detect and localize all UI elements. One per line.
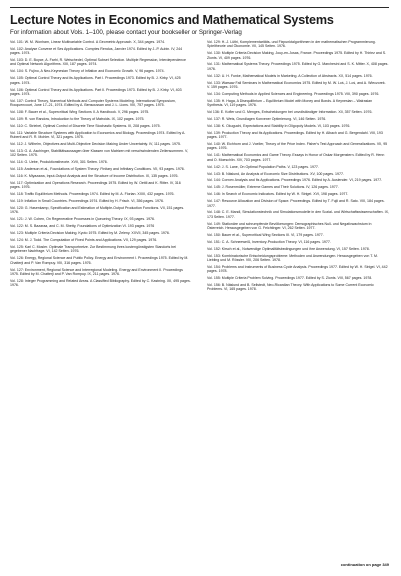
- volume-entry: Vol. 123: Multiple Criteria Decision Making. Kyoto 1975. Edited by M. Zeleny. XXVII, 345 pages. 1976.: [10, 231, 170, 236]
- volume-entry: Vol. 145: J. Rosenmüller, Extreme Games and Their Solutions. IV, 126 pages. 1977.: [207, 185, 339, 190]
- volume-entry: Vol. 109: R. von Randow, Introduction to the Theory of Matroids. IX, 102 pages. 1975.: [10, 116, 145, 121]
- volume-entry: Vol. 108: F. Bauer et al., Supercritical Wing Sections II. A Handbook. V, 296 pages. 1975.: [10, 110, 150, 115]
- volume-entry: Vol. 132: U. H. Funke, Mathematical Models in Marketing. A Collection of Abstracts. XX, 514 pages. 1976.: [207, 73, 373, 78]
- volume-columns: [10, 40, 389, 294]
- volume-entry: Vol. 115: Anderson et al., Foundations of System Theory: Finitary and Infinitary Conditions. VII, 93 pages. 1976.: [10, 167, 185, 172]
- volume-entry: Vol. 105: Optimal Control Theory and its Applications. Part I. Proceedings 1973. Edited by B. J. Kirby. VI, 425 pages. 1974.: [10, 76, 181, 85]
- volume-entry: Vol. 117: Optimization and Operations Research. Proceedings 1975. Edited by W. Oettli and K. Ritter. IV, 316 pages. 1976.: [10, 181, 181, 190]
- volume-entry: Vol. 147: Resource Allocation and Division of Space. Proceedings. Edited by T. Fujii and R. Sato. VIII, 184 pages. 1977.: [207, 199, 385, 208]
- volume-entry: Vol. 107: Control Theory, Numerical Methods and Computer Systems Modeling. International Symposium, Rocquencourt, June 17–21, 1974. Edited by A. Bensoussan and J. L. Lions. VIII, 757 pages. 1975.: [10, 98, 176, 108]
- volume-entry: Vol. 152: Kirsch et al., Notwendige Optimalitätsbedingungen und ihre Anwendung. VI, 157 Seiten. 1978.: [207, 246, 370, 251]
- volume-entry: Vol. 104: S. Fujino, A Neo-Keynesian Theory of Inflation and Economic Growth. V, 96 pages. 1974.: [10, 69, 165, 74]
- volume-entry: Vol. 144: Convex Analysis and Its Applications. Proceedings 1976. Edited by A. Auslender. VI, 219 pages. 1977.: [207, 178, 383, 183]
- volume-entry: Vol. 133: Warsaw Fall Seminars in Mathematical Economics 1975. Edited by M. W. Loś, J. Loś, and A. Wieczorek. V. 159 pages. 1976.: [207, 80, 386, 89]
- volume-entry: Vol. 106: Optimal Control Theory and its Applications. Part II. Proceedings 1973. Edited by B. J. Kirby. VI, 403 pages. 1974.: [10, 87, 182, 96]
- volume-entry: Vol. 118: Traffic Equilibrium Methods. Proceedings 1974. Edited by M. A. Florian. XXIII, 432 pages. 1976.: [10, 192, 175, 197]
- volume-entry: Vol. 116: K. Miyazawa, Input-Output Analysis and the Structure of Income Distribution. IX, 135 pages. 1976.: [10, 174, 179, 179]
- volume-entry: Vol. 110: C. Striebel, Optimal Control of Discrete Time Stochastic Systems. III, 208 pages. 1975.: [10, 123, 161, 128]
- volume-entry: Vol. 135: H. Haga, A Disequilibrium – Equilibrium Model with Money and Bonds. A Keynesian – Walrasian Synthesis. VI, 119 pages. 1976.: [207, 98, 373, 108]
- volume-entry: Vol. 142: J. S. Lane, On Optimal Population Paths. V, 123 pages. 1977.: [207, 164, 319, 169]
- volume-entry: Vol. 149: Stationäre und schrumpfende Bevölkerungen: Demographisches Null- und Negativwachstum in Österreich. Herausgegeben von G. Feichtinger. VI, 262 Seiten. 1977.: [207, 221, 372, 231]
- volume-entry: Vol. 155: Multiple Criteria Problem Solving. Proceedings 1977. Edited by S. Zionts. VIII, 567 pages. 1978.: [207, 276, 373, 281]
- left-column: [10, 40, 192, 294]
- volume-entry: Vol. 138: K. Okuguchi, Expectations and Stability in Oligopoly Models. VI, 103 pages. 1976.: [207, 123, 351, 128]
- volume-entry: Vol. 154: Problems and Instruments of Business Cycle Analysis. Proceedings 1977. Edited by W. H. Strigel. VI, 442 pages. 1978.: [207, 265, 388, 274]
- volume-entry: Vol. 137: R. Wets, Grundlagen Konvexer Optimierung. VI, 146 Seiten. 1976.: [207, 116, 327, 121]
- volume-entry: Vol. 148: C. E. Mandl, Simulationstechnik und Simulationsmodelle in den Sozial- und Wirtschaftswissenschaften. IX, 173 Seiten. 1977.: [207, 210, 389, 219]
- volume-entry: Vol. 111: Variable Structure Systems with Application to Economics and Biology. Proceedings 1974. Edited by A. Ruberti and R. R. Mohler. VI, 321 pages. 1975.: [10, 130, 186, 140]
- continuation-note: continuation on page 349: [340, 562, 389, 567]
- volume-entry: Vol. 129: H.-J. Lüthi, Komplementaritäts- und Fixpunktalgorithmen in der mathematischen Programmierung. Spieltheorie und Ökonomie. VII, 145 Seiten. 1976.: [207, 40, 376, 49]
- volume-entry: Vol. 101: W. M. Wonham, Linear Multivariable Control. A Geometric Approach. X, 344 pages. 1974.: [10, 40, 166, 44]
- volume-entry: Vol. 112: J. Wilhelm, Objectives and Multi-Objective Decision Making Under Uncertainty. IV, 111 pages. 1975.: [10, 142, 181, 147]
- volume-entry: Vol. 127: Environment, Regional Science and Interregional Modeling. Energy and Environment II. Proceedings 1975. Edited by M. Chatterji and P. Van Rompuy. IX, 211 pages. 1976.: [10, 267, 183, 276]
- volume-entry: Vol. 140: W. Eichhorn and J. Voeller, Theory of the Price Index. Fisher's Test Approach and Generalizations. VII, 95 pages. 1976.: [207, 142, 388, 151]
- volume-entry: Vol. 146: In Search of Economic Indicators. Edited by W. H. Strigel. XVI, 198 pages. 1977.: [207, 192, 349, 197]
- contact-notice: For information about Vols. 1–100, please contact your bookseller or Springer-Verlag: [10, 29, 242, 36]
- volume-entry: Vol. 151: C. A. Schneeweiß, Inventory-Production Theory. VI, 116 pages. 1977.: [207, 239, 331, 244]
- volume-entry: Vol. 121: J. W. Cohen, On Regenerative Processes in Queueing Theory. IX, 93 pages. 1976.: [10, 217, 155, 222]
- volume-entry: Vol. 119: Inflation in Small Countries. Proceedings 1974. Edited by H. Frisch. VI, 356 pages. 1976.: [10, 199, 164, 204]
- volume-entry: Vol. 143: B. Näslund, An Analysis of Economic Size Distributions. XV, 100 pages. 1977.: [207, 171, 344, 176]
- volume-entry: Vol. 122: M. S. Bazaraa, and C. M. Shetty, Foundations of Optimization VI. 193 pages. 1976: [10, 224, 155, 229]
- volume-entry: Vol. 113: G. A. Aschinger, Stabilitätsaussagen über Klassen von Matrizen mit verschwindenden Zeilensummen. V, 102 Seiten. 1975.: [10, 149, 189, 158]
- volume-entry: Vol. 131: Mathematical Systems Theory. Proceedings 1975. Edited by G. Marchesini and S. K. Mitter. X, 408 pages. 1976.: [207, 62, 389, 71]
- volume-entry: Vol. 124: M. J. Todd. The Computation of Fixed Points and Applications. VII, 129 pages. 1976.: [10, 238, 158, 243]
- page-title: Lecture Notes in Economics and Mathematical Systems: [10, 13, 334, 27]
- volume-entry: Vol. 141: Mathematical Economics and Game Theory. Essays in Honor of Oskar Morgenstern. Edited by R. Henn and O. Moeschlin. XIV, 703 pages. 1977.: [207, 153, 385, 162]
- volume-entry: Vol. 139: Production Theory and Its Applications. Proceedings. Edited by H. Albach and G. Bergendahl. VIII, 193 pages. 1977.: [207, 130, 383, 140]
- volume-entry: Vol. 134: Computing Methods in Applied Sciences and Engineering. Proceedings 1975. VIII, 390 pages. 1976.: [207, 91, 380, 96]
- volume-entry: Vol. 103: D. E. Boyce, A. Farhi, R. Weischedel, Optimal Subset Selection. Multiple Regression, Interdependence and Optimal Network Algorithms. XIII, 187 pages. 1974.: [10, 58, 186, 67]
- top-rule: [10, 7, 389, 8]
- volume-entry: Vol. 125: Karl C. Mosler. Optimale Transportnetze. Zur Bestimmung ihres kostengünstigsten Standorts bei gegebener Nachfrage. VI, 142 Seiten. 1976.: [10, 245, 176, 254]
- volume-entry: Vol 136: E. Kofler und G. Menges, Entscheidungen bei unvollständiger Information. XII, 357 Seiten. 1976.: [207, 110, 373, 115]
- volume-entry: Vol. 128: Integer Programming and Related Areas. A Classified Bibliography. Edited by C. Kastning. XII, 495 pages. 1976.: [10, 278, 191, 288]
- volume-entry: Vol. 126: Energy, Regional Science and Public Policy. Energy and Environment I. Proceedings 1975. Edited by M. Chatterji and P. Van Rompuy. VIII, 316 pages. 1976.: [10, 256, 189, 265]
- volume-entry: Vol. 153: Kombinatorische Entscheidungsprobleme: Methoden und Anwendungen. Herausgegeben von T. M. Liebling und M. Rössler. VIII, 206 Seiten. 1978.: [207, 253, 378, 263]
- volume-entry: Vol. 114: G. Uebe, Produktionstheorie. XVII, 301 Seiten. 1976.: [10, 160, 108, 165]
- volume-entry: Vol. 130: Multiple Criteria Decision Making, Jouy-en-Josas, France. Proceedings 1975. Edited by H. Thiriez and S. Zionts. VI, 409 pages. 1976.: [207, 51, 387, 60]
- volume-entry: Vol. 150: Bauer et al., Supercritical Wing Sections III. VI, 179 pages. 1977.: [207, 232, 324, 237]
- volume-entry: Vol. 120: G. Hasenkamp, Specification and Estimation of Multiple-Output Production Functions. VII, 151 pages. 1976.: [10, 206, 185, 215]
- volume-entry: Vol. 102: Analyse Convexe et Ses Applications. Comptes Rendus, Janvier 1974. Edited by J.-P. Aubin. IV, 244 pages. 1974.: [10, 46, 183, 56]
- volume-entry: Vol. 156: B. Näslund and B. Sellstedt, Neo-Ricardian Theory. With Applications to Some Current Economic Problems. VI, 165 pages. 1978.: [207, 283, 374, 292]
- right-column: [207, 40, 389, 294]
